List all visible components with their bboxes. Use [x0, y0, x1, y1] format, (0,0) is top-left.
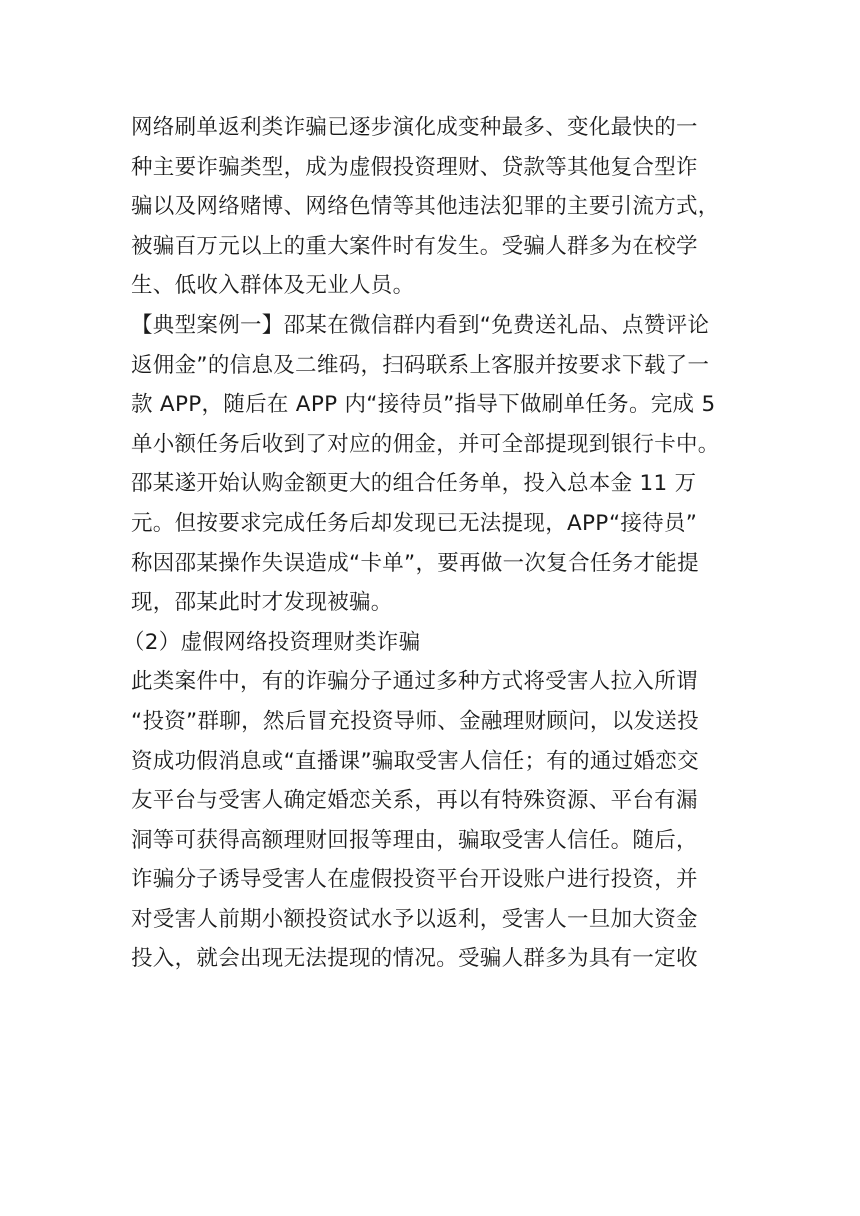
- document-body: [123, 108, 751, 979]
- paragraph-line: 骗以及网络赌博、网络色情等其他违法犯罪的主要引流方式，: [131, 194, 720, 220]
- case-paragraph-line: 现，邵某此时才发现被骗。: [131, 590, 393, 616]
- section-heading: （2）虚假网络投资理财类诈骗: [123, 629, 421, 655]
- case-paragraph-line: 单小额任务后收到了对应的佣金，并可全部提现到银行卡中。: [131, 431, 720, 457]
- paragraph-line: 投入，就会出现无法提现的情况。受骗人群多为具有一定收: [131, 946, 698, 972]
- paragraph-line: 友平台与受害人确定婚恋关系，再以有特殊资源、平台有漏: [131, 788, 698, 814]
- case-paragraph-line: 元。但按要求完成任务后却发现已无法提现，APP“接待员”: [131, 510, 698, 536]
- paragraph-line: 此类案件中，有的诈骗分子通过多种方式将受害人拉入所谓: [131, 669, 698, 695]
- paragraph-line: 种主要诈骗类型，成为虚假投资理财、贷款等其他复合型诈: [131, 154, 698, 180]
- case-paragraph-line: 返佣金”的信息及二维码，扫码联系上客服并按要求下载了一: [131, 352, 710, 378]
- paragraph-line: 诈骗分子诱导受害人在虚假投资平台开设账户进行投资，并: [131, 867, 698, 893]
- paragraph-line: 洞等可获得高额理财回报等理由，骗取受害人信任。随后，: [131, 827, 698, 853]
- case-paragraph-line: 【典型案例一】邵某在微信群内看到“免费送礼品、点赞评论: [131, 312, 710, 338]
- case-paragraph-line: 款 APP，随后在 APP 内“接待员”指导下做刷单任务。完成 5: [131, 392, 716, 418]
- case-paragraph-line: 邵某遂开始认购金额更大的组合任务单，投入总本金 11 万: [131, 471, 697, 497]
- paragraph-line: 资成功假消息或“直播课”骗取受害人信任；有的通过婚恋交: [131, 748, 699, 774]
- paragraph-line: 生、低收入群体及无业人员。: [131, 273, 415, 299]
- paragraph-line: 对受害人前期小额投资试水予以返利，受害人一旦加大资金: [131, 906, 698, 932]
- paragraph-line: 被骗百万元以上的重大案件时有发生。受骗人群多为在校学: [131, 233, 698, 259]
- paragraph-line: “投资”群聊，然后冒充投资导师、金融理财顾问，以发送投: [131, 708, 699, 734]
- paragraph-line: 网络刷单返利类诈骗已逐步演化成变种最多、变化最快的一: [131, 115, 698, 140]
- case-paragraph-line: 称因邵某操作失误造成“卡单”，要再做一次复合任务才能提: [131, 550, 699, 576]
